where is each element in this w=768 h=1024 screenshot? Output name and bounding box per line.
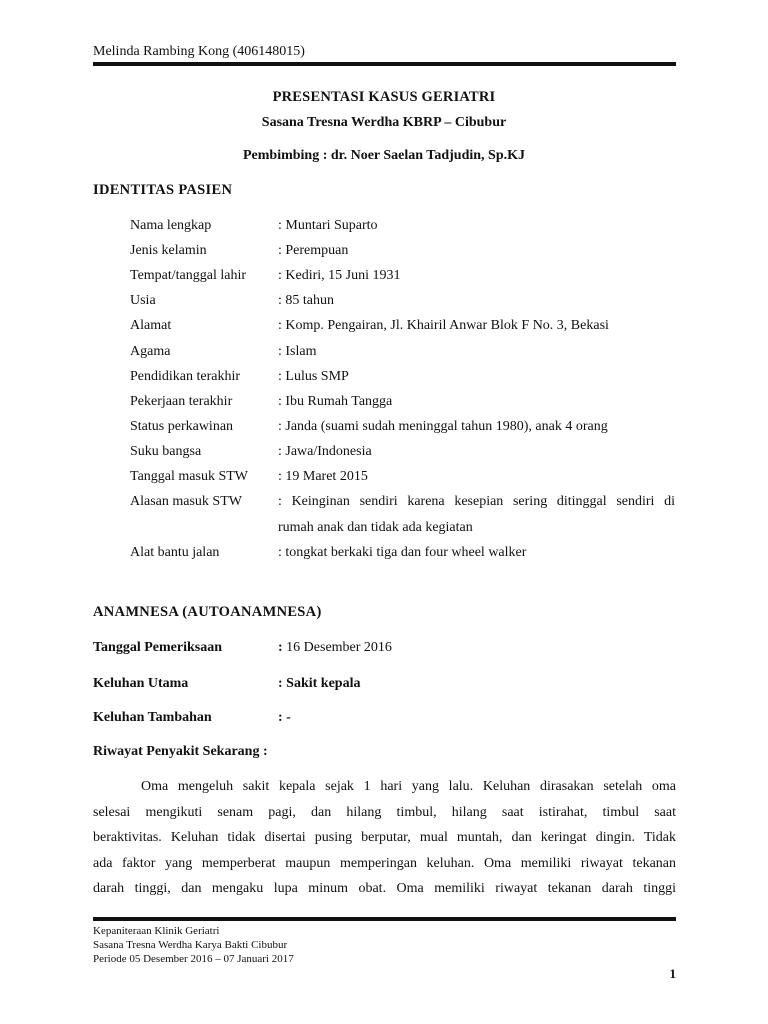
exam-date-label: Tanggal Pemeriksaan [93, 640, 222, 655]
identity-label: Agama [130, 344, 171, 359]
anamnesis-heading: ANAMNESA (AUTOANAMNESA) [93, 604, 322, 620]
additional-complaint-label: Keluhan Tambahan [93, 710, 212, 725]
identity-label: Nama lengkap [130, 218, 212, 233]
history-paragraph-line: Oma mengeluh sakit kepala sejak 1 hari yang lalu. Keluhan dirasakan setelah oma [141, 779, 676, 794]
history-paragraph-line: beraktivitas. Keluhan tidak disertai pusing berputar, mual muntah, dan keringat dingin. Tidak [93, 830, 676, 845]
identity-value: : Ibu Rumah Tangga [278, 394, 393, 409]
identity-label: Usia [130, 293, 156, 308]
identity-label: Status perkawinan [130, 419, 234, 434]
identity-value: : Komp. Pengairan, Jl. Khairil Anwar Blok F No. 3, Bekasi [278, 318, 609, 333]
document-subtitle: Sasana Tresna Werdha KBRP – Cibubur [261, 115, 507, 130]
identity-heading: IDENTITAS PASIEN [93, 182, 233, 198]
identity-value: : Lulus SMP [278, 369, 349, 384]
identity-label: Tanggal masuk STW [130, 469, 248, 484]
footer-line-3: Periode 05 Desember 2016 – 07 Januari 2017 [93, 953, 294, 965]
header-rule [93, 62, 676, 66]
identity-label: Jenis kelamin [130, 243, 207, 258]
main-complaint-label: Keluhan Utama [93, 676, 189, 691]
identity-label: Suku bangsa [130, 444, 202, 459]
identity-label: Tempat/tanggal lahir [130, 268, 247, 283]
exam-date-value: 16 Desember 2016 [282, 640, 392, 655]
header-author: Melinda Rambing Kong (406148015) [93, 44, 305, 59]
history-heading-text: Riwayat Penyakit Sekarang : [93, 744, 268, 759]
identity-value: : 85 tahun [278, 293, 334, 308]
history-paragraph-line: darah tinggi, dan mengaku lupa minum obat. Oma memiliki riwayat tekanan darah tinggi [93, 881, 676, 896]
identity-value: : Janda (suami sudah meninggal tahun 1980), anak 4 orang [278, 419, 608, 434]
footer-rule [93, 917, 676, 921]
main-complaint-value: : Sakit kepala [278, 676, 361, 691]
identity-label: Pekerjaan terakhir [130, 394, 233, 409]
identity-value: : Muntari Suparto [278, 218, 378, 233]
identity-value: : Islam [278, 344, 317, 359]
history-paragraph-line: ada faktor yang memperberat maupun memperingan keluhan. Oma memiliki riwayat tekanan [93, 856, 676, 871]
identity-value-continuation: rumah anak dan tidak ada kegiatan [278, 520, 473, 535]
footer-line-2: Sasana Tresna Werdha Karya Bakti Cibubur [93, 939, 288, 951]
identity-value: : 19 Maret 2015 [278, 469, 368, 484]
document-title: PRESENTASI KASUS GERIATRI [272, 89, 496, 105]
additional-complaint-value: : - [278, 710, 291, 725]
identity-value: : Keinginan sendiri karena kesepian sering ditinggal sendiri di [278, 494, 675, 509]
footer-line-1: Kepaniteraan Klinik Geriatri [93, 925, 220, 937]
identity-value: : Kediri, 15 Juni 1931 [278, 268, 401, 283]
identity-label: Pendidikan terakhir [130, 369, 241, 384]
identity-label: Alasan masuk STW [130, 494, 242, 509]
history-paragraph-line: selesai mengikuti senam pagi, dan hilang timbul, hilang saat istirahat, timbul saat [93, 805, 676, 820]
exam-date-field [278, 640, 392, 656]
page-number: 1 [669, 966, 676, 981]
identity-value: : Jawa/Indonesia [278, 444, 372, 459]
identity-value: : Perempuan [278, 243, 349, 258]
identity-value: : tongkat berkaki tiga dan four wheel walker [278, 545, 527, 560]
identity-label: Alat bantu jalan [130, 545, 220, 560]
identity-label: Alamat [130, 318, 172, 333]
exam-date-colon: : [278, 640, 283, 655]
supervisor-line: Pembimbing : dr. Noer Saelan Tadjudin, Sp.KJ [242, 148, 526, 163]
